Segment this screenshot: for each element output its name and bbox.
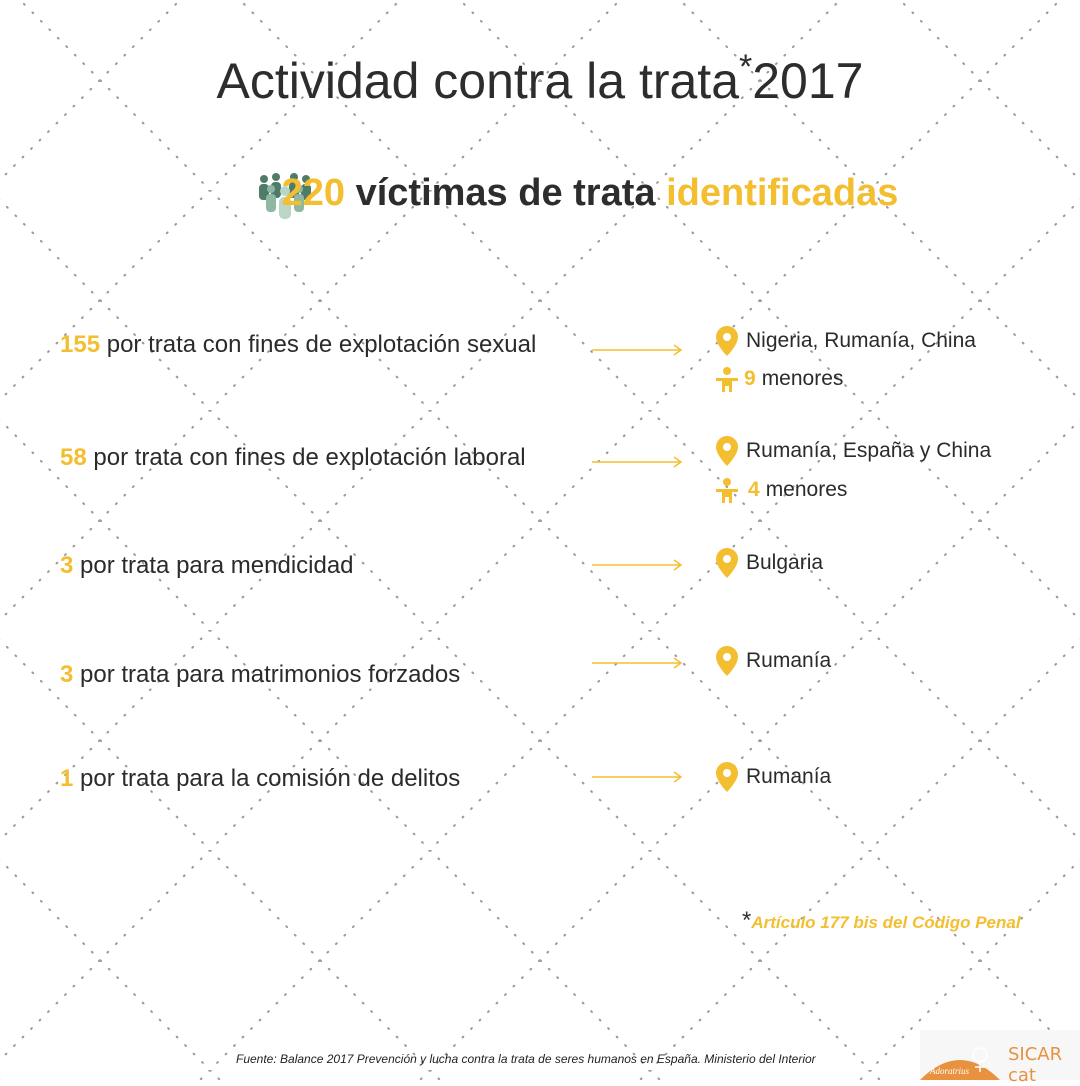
minors-count: 9 bbox=[744, 367, 756, 390]
location-text: Rumanía bbox=[746, 649, 832, 672]
child-icon bbox=[714, 477, 740, 503]
row-mendicidad bbox=[60, 552, 354, 580]
location-text: Rumanía bbox=[746, 765, 832, 788]
page-title bbox=[0, 48, 1080, 110]
row-laboral bbox=[60, 444, 526, 472]
minors-row-1 bbox=[714, 366, 843, 392]
logo-right-text: SICAR cat bbox=[1008, 1044, 1063, 1086]
map-pin-icon bbox=[716, 326, 738, 356]
source-credit: Fuente: Balance 2017 Prevención y lucha contra la trata de seres humanos en España. Ministerio del Interior bbox=[236, 1052, 816, 1066]
sicar-logo bbox=[920, 1030, 1080, 1086]
location-row-3 bbox=[716, 548, 823, 578]
row-count: 3 bbox=[60, 552, 74, 579]
location-row-4 bbox=[716, 646, 831, 676]
map-pin-icon bbox=[716, 548, 738, 578]
location-text: Bulgaria bbox=[746, 551, 824, 574]
arrow-icon bbox=[592, 657, 684, 669]
title-asterisk: * bbox=[739, 48, 753, 86]
map-pin-icon bbox=[716, 762, 738, 792]
row-matrimonios bbox=[60, 661, 460, 689]
headline bbox=[0, 172, 1080, 215]
child-icon bbox=[714, 366, 740, 392]
row-delitos bbox=[60, 765, 460, 793]
minors-label: menores bbox=[765, 478, 848, 501]
minors-count: 4 bbox=[748, 478, 760, 501]
headline-highlight: identificadas bbox=[666, 172, 899, 214]
minors-row-2 bbox=[714, 477, 847, 503]
logo-left-text: Adoratrius bbox=[930, 1066, 970, 1076]
arrow-icon bbox=[592, 456, 684, 468]
map-pin-icon bbox=[716, 436, 738, 466]
footnote-asterisk: * bbox=[742, 907, 752, 934]
location-text: Rumanía, España y China bbox=[746, 439, 992, 462]
row-count: 155 bbox=[60, 331, 101, 358]
footnote-text: Artículo 177 bis del Código Penal bbox=[751, 913, 1021, 932]
title-year: 2017 bbox=[752, 53, 864, 109]
map-pin-icon bbox=[716, 646, 738, 676]
location-row-2 bbox=[716, 436, 991, 466]
location-text: Nigeria, Rumanía, China bbox=[746, 329, 976, 352]
title-main: Actividad contra la trata bbox=[216, 53, 740, 109]
footnote bbox=[742, 907, 1021, 941]
location-row-1 bbox=[716, 326, 976, 356]
arrow-icon bbox=[592, 344, 684, 356]
row-label: por trata para matrimonios forzados bbox=[73, 661, 461, 688]
row-label: por trata con fines de explotación sexual bbox=[100, 331, 537, 358]
row-sexual bbox=[60, 331, 536, 359]
row-count: 1 bbox=[60, 765, 74, 792]
arrow-icon bbox=[592, 559, 684, 571]
arrow-icon bbox=[592, 771, 684, 783]
row-count: 58 bbox=[60, 444, 87, 471]
row-label: por trata para la comisión de delitos bbox=[73, 765, 461, 792]
row-count: 3 bbox=[60, 661, 74, 688]
location-row-5 bbox=[716, 762, 831, 792]
minors-label: menores bbox=[761, 367, 844, 390]
headline-count: 220 bbox=[281, 172, 346, 214]
row-label: por trata con fines de explotación laboral bbox=[86, 444, 526, 471]
headline-middle: víctimas de trata bbox=[345, 172, 667, 214]
row-label: por trata para mendicidad bbox=[73, 552, 354, 579]
